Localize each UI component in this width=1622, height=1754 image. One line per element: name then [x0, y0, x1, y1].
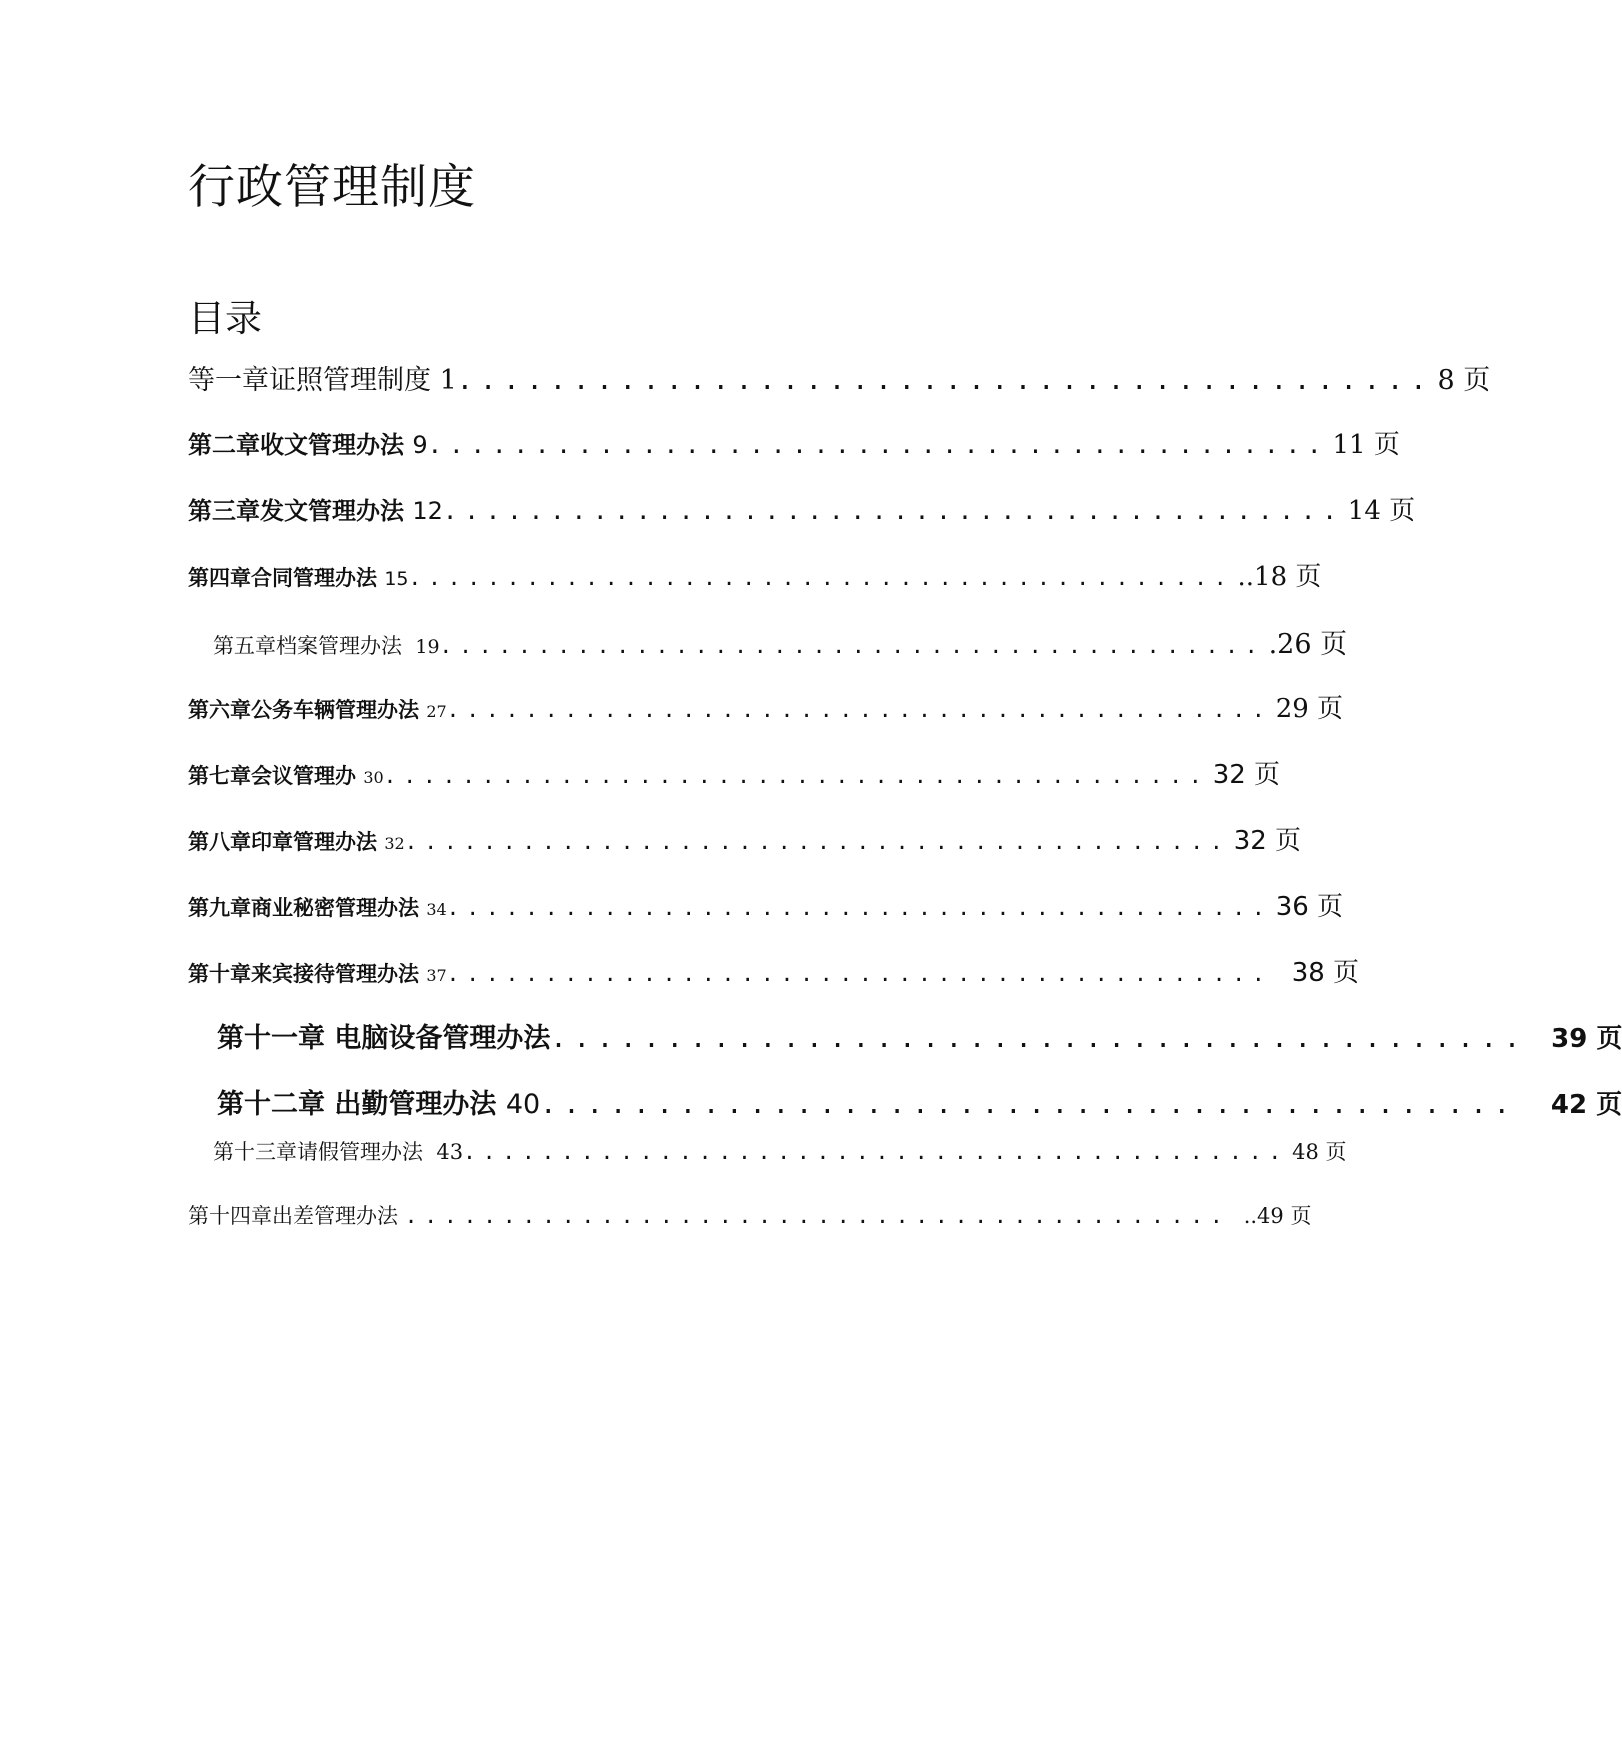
toc-entry-9 — [188, 886, 1344, 923]
toc-chapter-title: 第五章档案管理办法 — [213, 634, 416, 658]
toc-end-page: 36 页 — [1275, 892, 1344, 922]
toc-leader: .......................................... — [550, 1023, 1528, 1054]
toc-end-page: ..18 页 — [1237, 562, 1322, 592]
toc-leader: .......................................... — [404, 830, 1230, 854]
toc-leader: .......................................... — [446, 698, 1272, 722]
toc-end-page: 42 页 — [1550, 1090, 1622, 1120]
toc-entry-2 — [188, 424, 1400, 461]
toc-entry-14 — [188, 1200, 1312, 1230]
toc-chapter-title: 第十四章出差管理办法 — [188, 1204, 405, 1228]
toc-entry-6 — [188, 688, 1344, 725]
toc-entry-10 — [188, 952, 1360, 989]
toc-section-title: 印章管理办法 — [251, 830, 385, 854]
toc-leader: .......................................... — [383, 764, 1209, 788]
toc-leader: .......................................... — [456, 365, 1434, 396]
toc-start-page: 40 — [505, 1089, 541, 1120]
toc-section-title: 请假管理办法 — [297, 1140, 437, 1164]
toc-heading: 目录 — [188, 297, 262, 340]
toc-section-title: 来宾接待管理办法 — [251, 962, 427, 986]
toc-end-page: 38 页 — [1291, 958, 1360, 988]
toc-start-page: 1 — [439, 365, 457, 396]
toc-entry-8 — [188, 820, 1302, 857]
toc-leader: .......................................... — [427, 431, 1329, 459]
toc-end-page: 11 页 — [1332, 430, 1400, 460]
toc-chapter-title: 第二章收文管理办法 — [188, 431, 413, 459]
toc-entry-11 — [217, 1016, 1622, 1055]
toc-chapter-title: 第六章公务车辆管理办法 — [188, 698, 427, 722]
toc-end-page: ..49 页 — [1243, 1204, 1312, 1228]
toc-end-page: 32 页 — [1233, 826, 1302, 856]
toc-chapter-title: 第八章 — [188, 830, 251, 854]
toc-start-page: 34 — [426, 900, 447, 919]
toc-chapter-title: 等一章证照管理制度 — [188, 365, 440, 396]
toc-entry-7 — [188, 754, 1281, 791]
toc-end-page: 8 页 — [1437, 365, 1491, 396]
toc-chapter-title: 第三章发文管理办法 — [188, 497, 413, 525]
toc-chapter-title: 第十三章 — [213, 1140, 297, 1164]
toc-start-page: 37 — [426, 966, 447, 985]
toc-end-page: 29 页 — [1275, 694, 1344, 724]
toc-start-page: 12 — [412, 497, 443, 525]
toc-entry-4 — [188, 556, 1322, 593]
toc-start-page: 32 — [384, 834, 405, 853]
toc-start-page: 15 — [384, 568, 409, 590]
toc-end-page: 32 页 — [1212, 760, 1281, 790]
toc-entry-13 — [213, 1136, 1347, 1166]
page-title: 行政管理制度 — [188, 160, 476, 215]
toc-leader: .......................................... — [439, 634, 1265, 658]
toc-leader: .......................................... — [404, 1204, 1230, 1228]
toc-section-title: 会议管理办 — [251, 764, 364, 788]
toc-leader: .......................................... — [408, 566, 1234, 590]
toc-start-page: 43 — [436, 1140, 464, 1164]
toc-chapter-title: 第十章 — [188, 962, 251, 986]
toc-end-page: .26 页 — [1268, 629, 1348, 660]
toc-entry-3 — [188, 490, 1416, 527]
toc-end-page: 48 页 — [1292, 1140, 1347, 1164]
toc-start-page: 9 — [412, 431, 428, 459]
toc-end-page: 39 页 — [1551, 1024, 1622, 1054]
toc-section-title: 商业秘密管理办法 — [251, 896, 427, 920]
toc-entry-1 — [188, 358, 1491, 397]
toc-start-page: 19 — [415, 636, 440, 658]
toc-start-page: 30 — [363, 768, 384, 787]
toc-chapter-title: 第七章 — [188, 764, 251, 788]
toc-leader: .......................................... — [540, 1089, 1517, 1120]
toc-entry-5 — [213, 622, 1348, 661]
toc-leader: .......................................... — [446, 962, 1272, 986]
toc-chapter-title: 第十二章 出勤管理办法 — [217, 1089, 506, 1120]
toc-leader: .......................................... — [442, 497, 1344, 525]
toc-chapter-title: 第十一章 电脑设备管理办法 — [217, 1023, 551, 1054]
toc-start-page: 27 — [426, 702, 447, 721]
toc-chapter-title: 第四章合同管理办法 — [188, 566, 385, 590]
toc-leader: .......................................... — [446, 896, 1272, 920]
toc-entry-12 — [217, 1082, 1622, 1121]
toc-leader: .......................................... — [463, 1140, 1289, 1164]
toc-end-page: 14 页 — [1347, 496, 1416, 526]
toc-chapter-title: 第九章 — [188, 896, 251, 920]
